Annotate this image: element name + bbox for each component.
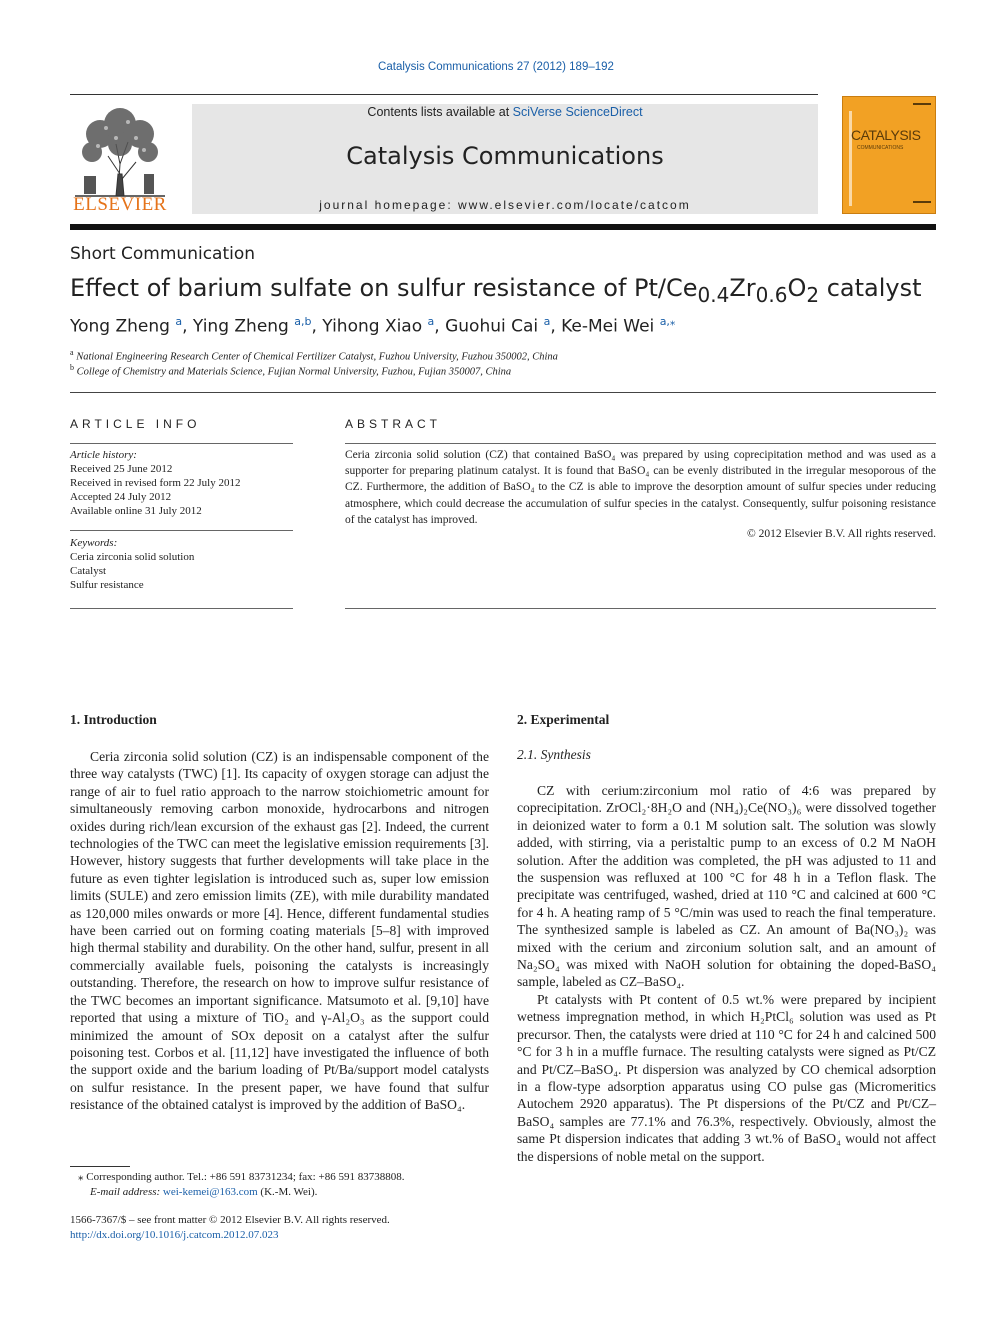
title-text: Effect of barium sulfate on sulfur resistance of Pt/Ce [70, 274, 698, 302]
history-label: Article history: [70, 449, 137, 461]
email-line [78, 1185, 498, 1200]
header-top-rule [70, 94, 818, 95]
author-name: Guohui Cai [445, 316, 539, 337]
author-name: Ying Zheng [192, 316, 289, 337]
synthesis-paragraph-1: CZ with cerium:zirconium mol ratio of 4:6 was prepared by coprecipitation. ZrOCl₂·8H₂O and (NH₄)₂Ce(NO₃)₆ were dissolved together in deionized water to form a 0.1 M solution salt. The solution was slowly added, with stirring, via a peristaltic pump to an excess of 0.2 M NaOH solution. After the addition was completed, the pH was adjusted to 11 and the suspension was refluxed at 100 °C for 48 h in a Teflon flask. The precipitate was centrifuged, washed, dried at 110 °C and calcined at 600 °C for 4 h. A heating ramp of 5 °C/min was used to reach the final temperature. The synthesized sample is labeled as CZ. An amount of Ba(NO₃)₂ was mixed with the cerium and zirconium solution salt, and an amount of Na₂SO₄ was mixed with NaOH solution for obtaining the doped-BaSO₄ sample, labeled as CZ–BaSO₄. [517, 783, 936, 990]
history-received: Received 25 June 2012 [70, 463, 173, 475]
author-name: Yong Zheng [70, 316, 170, 337]
history-online: Available online 31 July 2012 [70, 505, 202, 517]
affiliation-mark: a [70, 348, 74, 357]
header-divider [70, 392, 936, 393]
issn-block [70, 1213, 500, 1243]
doi-link[interactable]: http://dx.doi.org/10.1016/j.catcom.2012.07.023 [70, 1229, 279, 1241]
title-zr: Zr [729, 274, 756, 302]
history-revised: Received in revised form 22 July 2012 [70, 477, 241, 489]
intro-body [70, 748, 489, 1114]
affiliation-b [70, 363, 511, 378]
title-sub-ce: 0.4 [697, 282, 730, 307]
title-sub-zr: 0.6 [755, 282, 788, 307]
keywords-label: Keywords: [70, 537, 118, 549]
article-type: Short Communication [70, 244, 256, 264]
email-label: E-mail address: [90, 1186, 161, 1198]
affiliation-text: National Engineering Research Center of Chemical Fertilizer Catalyst, Fuzhou University, Fuzhou 350002, China [76, 351, 558, 363]
journal-title: Catalysis Communications [346, 142, 664, 170]
footnote-rule [70, 1166, 130, 1167]
author-name: Ke-Mei Wei [561, 316, 655, 337]
synthesis-paragraph-2: Pt catalysts with Pt content of 0.5 wt.% were prepared by incipient wetness impregnation method, in which H₂PtCl₆ solution was used as Pt precursor. Then, the catalysts were dried at 110 °C for 24 h and calcined 500 °C for 3 h in a muffle furnace. The resulting catalysts were signed as Pt/CZ and Pt/CZ–BaSO₄. Pt dispersion was analyzed by CO chemical adsorption in a flow-type adsorption apparatus using CO pulse gas (Micromeritics Autochem 2920 apparatus). The Pt dispersions of the Pt/CZ and Pt/CZ–BaSO₄ samples are 77.1% and 76.3%, respectively. Obviously, almost the same Pt dispersion indicates that adding 3 wt.% of BaSO₄ would not affect the dispersions of noble metal on the support. [517, 991, 936, 1164]
synthesis-subheading: 2.1. Synthesis [517, 747, 591, 762]
keyword-item: Catalyst [70, 565, 107, 577]
corresponding-footnote [78, 1170, 498, 1200]
journal-homepage [192, 198, 818, 212]
article-history [70, 448, 293, 518]
author-affiliation-link[interactable]: a,⁎ [659, 315, 676, 328]
homepage-prefix: journal homepage: [319, 198, 458, 212]
homepage-url[interactable]: www.elsevier.com/locate/catcom [458, 198, 691, 212]
publisher-name: ELSEVIER [73, 194, 167, 215]
title-tail: catalyst [819, 274, 922, 302]
abstract-heading: ABSTRACT [345, 417, 442, 431]
affiliation-a [70, 348, 558, 363]
affiliation-mark: b [70, 363, 74, 372]
sciencedirect-link[interactable]: SciVerse ScienceDirect [512, 105, 643, 119]
cover-subtitle: COMMUNICATIONS [857, 145, 904, 151]
title-sub-o: 2 [806, 282, 820, 307]
cover-header-mark [913, 103, 931, 105]
article-info-bottom-rule [70, 608, 293, 609]
cover-stripe [849, 111, 852, 206]
journal-reference[interactable]: Catalysis Communications 27 (2012) 189–192 [378, 61, 614, 73]
header-thick-rule [70, 224, 936, 230]
affiliation-text: College of Chemistry and Materials Science, Fujian Normal University, Fuzhou, Fujian 350007, China [76, 366, 512, 378]
experimental-heading: 2. Experimental [517, 712, 610, 727]
article-title [70, 274, 936, 307]
author-affiliation-link[interactable]: a [427, 315, 435, 328]
author-name: Yihong Xiao [322, 316, 423, 337]
corresponding-author: ⁎ Corresponding author. Tel.: +86 591 83731234; fax: +86 591 83738808. [78, 1171, 405, 1183]
experimental-body [517, 782, 936, 1165]
email-link[interactable]: wei-kemei@163.com [162, 1186, 258, 1198]
author-affiliation-link[interactable]: a [175, 315, 183, 328]
author-list: Yong Zheng $^a$, Ying Zheng $^{a,b}$, Yihong Xiao $^a$, Guohui Cai $^a$, Ke-Mei Wei $^{a,⁎}$ [70, 315, 676, 337]
journal-cover-thumbnail[interactable] [842, 96, 936, 214]
abstract-rule [345, 443, 936, 444]
keywords-block [70, 536, 293, 592]
history-accepted: Accepted 24 July 2012 [70, 491, 172, 503]
keyword-item: Sulfur resistance [70, 579, 144, 591]
author-affiliation-link[interactable]: a [543, 315, 551, 328]
keyword-item: Ceria zirconia solid solution [70, 551, 195, 563]
abstract-text: Ceria zirconia solid solution (CZ) that contained BaSO₄ was prepared by using coprecipitation method and was used as a supporter for preparing platinum catalyst. It is found that BaSO₄ can be evenly distributed in the irregular mesoporous of the CZ. Furthermore, the addition of BaSO₄ to the CZ is able to improve the desorption amount of sulfur species under reducing atmosphere, which could decrease the accumulation of sulfur species in the catalyst. Consequently, sulfur poisoning resistance of the catalyst has improved. [345, 449, 936, 526]
cover-footer-mark [913, 201, 931, 203]
intro-heading: 1. Introduction [70, 712, 157, 727]
issn-line: 1566-7367/$ – see front matter © 2012 Elsevier B.V. All rights reserved. [70, 1214, 390, 1226]
article-info-rule [70, 443, 293, 444]
contents-prefix: Contents lists available at [367, 105, 513, 119]
author-affiliation-link[interactable]: a,b [294, 315, 312, 328]
intro-paragraph: Ceria zirconia solid solution (CZ) is an indispensable component of the three way catalysts (TWC) [1]. Its capacity of oxygen storage can adjust the range of air to fuel ratio approach to the narrow stoichiometric amount for simultaneously removing carbon monoxide, hydrocarbons and nitrogen oxides during rich/lean excursion of the exhaust gas [2]. Indeed, the current technologies of the TWC can meet the legislative emission requirements [3]. However, history suggests that further developments will take place in the future as even tighter legislation is introduced such as, super low emission limits (SULE) and zero emission limits (ZE), with mile durability mandated as 120,000 miles onwards or more [4]. Hence, different fundamental studies have been carried out on forming coating materials [5–8] with improved high thermal stability and durability. On the other hand, sulfur, present in all commercially available fuels, poisoning the catalysts is increasingly outstanding. Therefore, the research on how to improve sulfur resistance of the TWC becomes an important significance. Matsumoto et al. [9,10] have reported that using a mixture of TiO₂ and γ-Al₂O₃ as the support could minimized the amount of SOx deposit on a catalyst after the sulfur poisoning test. Corbos et al. [11,12] have investigated the influence of both the support oxide and the barium loading of Pt/Ba/support model catalysts on sulfur resistance. In the present paper, we have found that sulfur resistance of the obtained catalyst is improved by the addition of BaSO₄. [70, 749, 489, 1113]
article-info-heading: ARTICLE INFO [70, 417, 201, 431]
title-o: O [787, 274, 807, 302]
keywords-rule [70, 530, 293, 531]
contents-line [192, 105, 818, 119]
abstract-bottom-rule [345, 608, 936, 609]
email-suffix: (K.-M. Wei). [257, 1186, 318, 1198]
cover-title: CATALYSIS [851, 127, 921, 143]
abstract-copyright: © 2012 Elsevier B.V. All rights reserved. [747, 528, 936, 540]
